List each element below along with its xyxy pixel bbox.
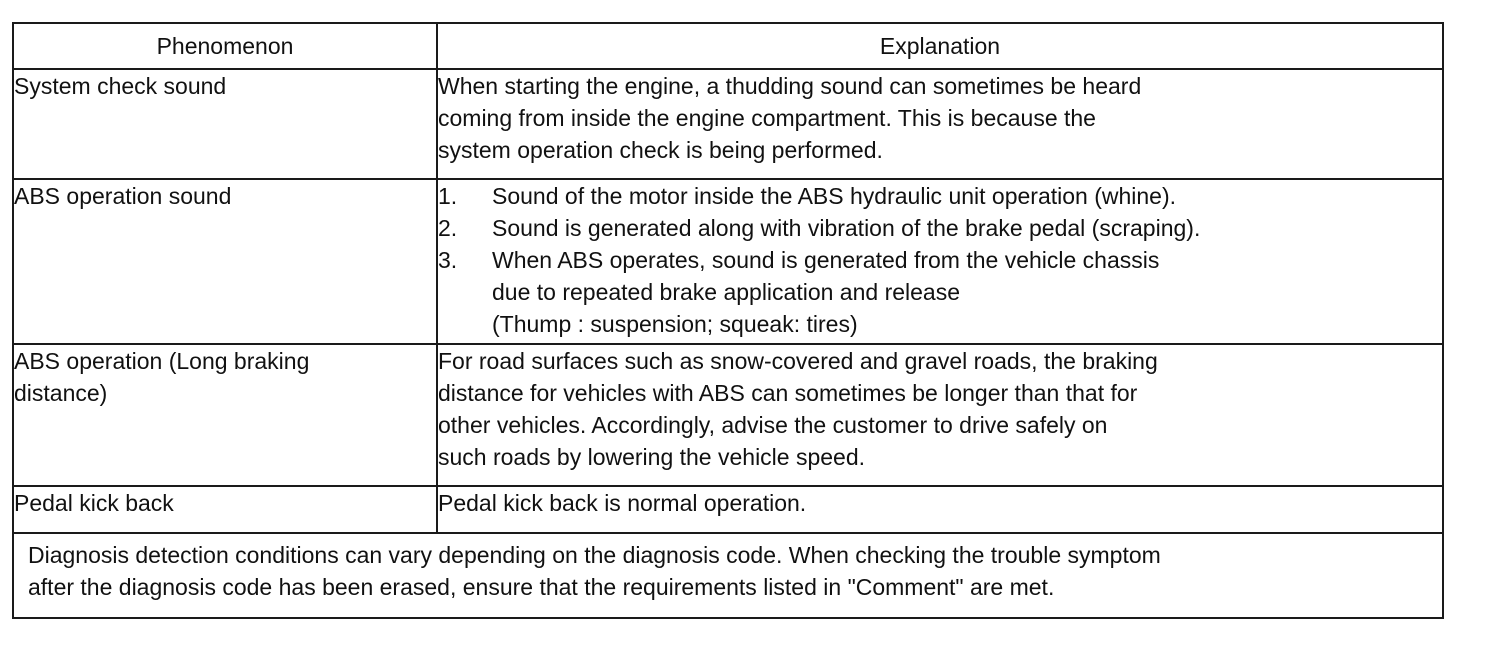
explanation-line: system operation check is being performed. bbox=[438, 137, 883, 163]
explanation-line: coming from inside the engine compartment. This is because the bbox=[438, 105, 1096, 131]
explanation-cell: Pedal kick back is normal operation. bbox=[437, 486, 1443, 533]
table-row bbox=[13, 344, 1443, 486]
phenomenon-cell: System check sound bbox=[13, 69, 437, 179]
footer-note bbox=[13, 533, 1443, 618]
header-phenomenon: Phenomenon bbox=[13, 23, 437, 69]
numbered-item bbox=[438, 180, 1442, 212]
explanation-cell bbox=[437, 344, 1443, 486]
header-row bbox=[13, 23, 1443, 69]
item-text bbox=[492, 212, 1442, 244]
item-number: 2. bbox=[438, 215, 458, 241]
phenomenon-cell: Pedal kick back bbox=[13, 486, 437, 533]
explanation-cell bbox=[437, 69, 1443, 179]
table-row bbox=[13, 69, 1443, 179]
item-text bbox=[492, 244, 1442, 340]
phenomenon-explanation-table bbox=[12, 22, 1444, 619]
footer-line: after the diagnosis code has been erased, ensure that the requirements listed in "Comment" are met. bbox=[28, 574, 1055, 600]
footer-line: Diagnosis detection conditions can vary depending on the diagnosis code. When checking the trouble symptom bbox=[28, 542, 1161, 568]
item-number: 3. bbox=[438, 247, 458, 273]
explanation-line: such roads by lowering the vehicle speed. bbox=[438, 444, 866, 470]
item-text bbox=[492, 180, 1442, 212]
footer-row bbox=[13, 533, 1443, 618]
phenomenon-line: distance) bbox=[14, 380, 108, 406]
explanation-cell bbox=[437, 179, 1443, 344]
explanation-line: For road surfaces such as snow-covered and gravel roads, the braking bbox=[438, 348, 1158, 374]
numbered-item bbox=[438, 212, 1442, 244]
explanation-line: other vehicles. Accordingly, advise the customer to drive safely on bbox=[438, 412, 1108, 438]
phenomenon-cell: ABS operation sound bbox=[13, 179, 437, 344]
phenomenon-cell bbox=[13, 344, 437, 486]
item-line: due to repeated brake application and release bbox=[492, 279, 961, 305]
item-line: Sound of the motor inside the ABS hydraulic unit operation (whine). bbox=[492, 183, 1177, 209]
table-row bbox=[13, 486, 1443, 533]
table-row bbox=[13, 179, 1443, 344]
item-line: (Thump : suspension; squeak: tires) bbox=[492, 311, 858, 337]
item-number: 1. bbox=[438, 183, 458, 209]
explanation-line: When starting the engine, a thudding sound can sometimes be heard bbox=[438, 73, 1142, 99]
header-explanation: Explanation bbox=[437, 23, 1443, 69]
item-line: When ABS operates, sound is generated from the vehicle chassis bbox=[492, 247, 1160, 273]
phenomenon-line: ABS operation (Long braking bbox=[14, 348, 310, 374]
explanation-line: distance for vehicles with ABS can sometimes be longer than that for bbox=[438, 380, 1138, 406]
item-line: Sound is generated along with vibration of the brake pedal (scraping). bbox=[492, 215, 1201, 241]
numbered-item bbox=[438, 244, 1442, 340]
